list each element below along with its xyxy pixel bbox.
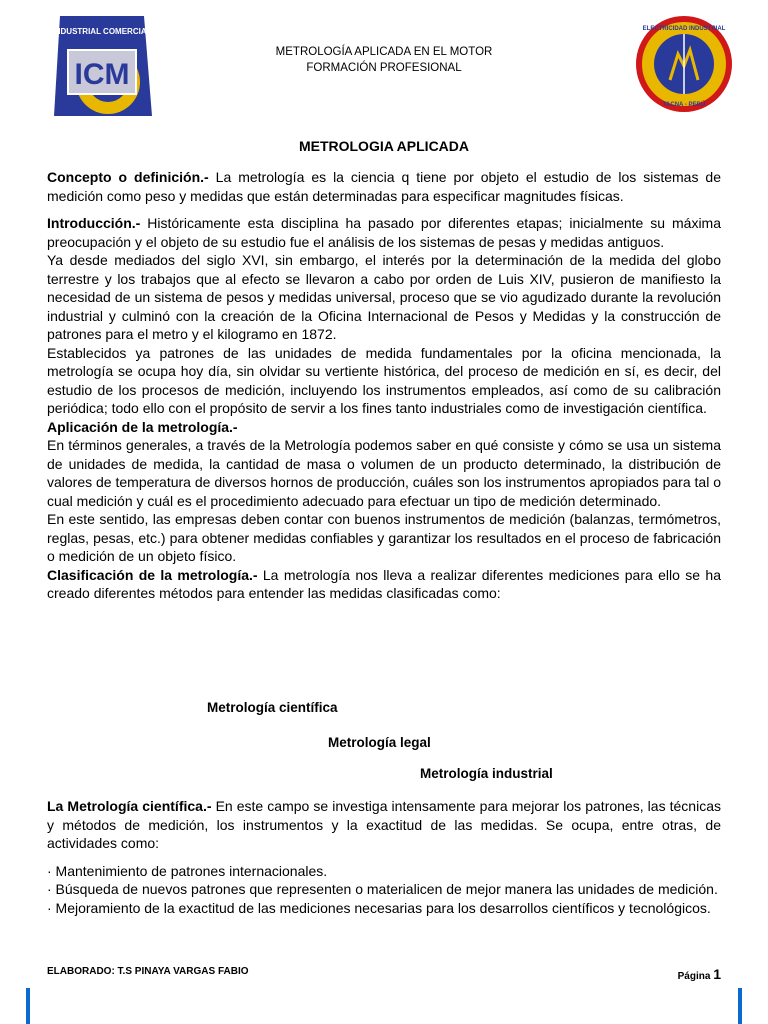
concepto-text: La metrología es la ciencia q tiene por objeto el estudio de los sistemas de medición como peso y medidas que están determinadas para especificar magnitudes físicas. bbox=[47, 169, 721, 204]
list-item: · Búsqueda de nuevos patrones que representen o materialicen de mejor manera las unidades de medición. bbox=[47, 881, 718, 897]
page-number: 1 bbox=[713, 966, 721, 982]
cientifica-text: En este campo se investiga intensamente para mejorar los patrones, las técnicas y métodos de medición, los instrumentos y la exactitud de las medidas. Se ocupa, entre otras, de actividades como: bbox=[47, 798, 721, 851]
paragraph-aplicacion: En términos generales, a través de la Metrología podemos saber en qué consiste y cómo se usa un sistema de unidades de medida, la cantidad de masa o volumen de un producto determinado, la distribución de valores de temperatura de diversos hornos de producción, cuáles son los instrumentos apropiados para tal o cual medición y cuál es el procedimiento adecuado para efectuar un tipo de medición determinado. bbox=[47, 437, 721, 509]
clasificacion-text: La metrología nos lleva a realizar diferentes mediciones para ello se ha creado diferentes métodos para entender las medidas clasificadas como: bbox=[47, 566, 721, 601]
paragraph-patrones: Establecidos ya patrones de las unidades de medida fundamentales por la oficina mencionada, la metrología se ocupa hoy día, sin olvidar su vertiente histórica, del proceso de medición en sí, es decir, del estudio de los procesos de medición, incluyendo los instrumentos empleados, así como de su calibración periódica; todo ello con el propósito de servir a los fines tanto industriales como de investigación científica. bbox=[47, 344, 721, 416]
introduccion-text: Históricamente esta disciplina ha pasado por diferentes etapas; inicialmente su máxima preocupación y el objeto de su estudio fue el análisis de los sistemas de pesas y medidas antiguos. bbox=[47, 215, 721, 250]
header-line-2: FORMACIÓN PROFESIONAL bbox=[306, 62, 462, 74]
body-upper bbox=[47, 168, 721, 603]
page-header bbox=[200, 44, 568, 76]
border-bar-right bbox=[738, 988, 742, 1024]
body-lower bbox=[47, 797, 721, 917]
logo-letters: ICM bbox=[74, 58, 130, 91]
page-label: Página bbox=[677, 971, 711, 982]
school-logo-left bbox=[46, 10, 158, 122]
document-title: METROLOGIA APLICADA bbox=[298, 138, 470, 154]
school-logo-right bbox=[634, 14, 734, 114]
class-item-cientifica: Metrología científica bbox=[207, 700, 338, 715]
paragraph-cientifica bbox=[47, 797, 721, 853]
logo-caption-bottom: TACNA - PERÚ bbox=[662, 102, 706, 108]
footer-page bbox=[678, 966, 721, 982]
list-item: · Mantenimiento de patrones internacionales. bbox=[47, 862, 328, 879]
logo-caption-top: ELECTRICIDAD INDUSTRIAL bbox=[642, 26, 726, 32]
paragraph-historia: Ya desde mediados del siglo XVI, sin embargo, el interés por la determinación de la medida del globo terrestre y los trabajos que al efecto se llevaron a cabo por orden de Luis XIV, pusieron de manifiesto la necesidad de un sistema de pesos y medidas universal, proceso que se vio agudizado durante la revolución industrial y culminó con la creación de la Oficina Internacional de Pesos y Medidas y la construcción de patrones para el metro y el kilogramo en 1872. bbox=[47, 252, 721, 342]
border-bar-left bbox=[26, 988, 30, 1024]
logo-caption: INDUSTRIAL COMERCIAL bbox=[52, 27, 152, 36]
paragraph-concepto bbox=[47, 168, 721, 205]
footer-author: ELABORADO: T.S PINAYA VARGAS FABIO bbox=[47, 966, 249, 977]
concepto-label: Concepto o definición.- bbox=[47, 169, 209, 185]
class-item-legal: Metrología legal bbox=[328, 735, 431, 750]
paragraph-introduccion bbox=[47, 214, 721, 251]
paragraph-empresas: En este sentido, las empresas deben contar con buenos instrumentos de medición (balanzas, termómetros, reglas, pesas, etc.) para obtener medidas confiables y garantizar los resultados en el proceso de fabricación o medición de un objeto físico. bbox=[47, 511, 721, 564]
cientifica-label: La Metrología científica.- bbox=[47, 798, 212, 814]
introduccion-label: Introducción.- bbox=[47, 215, 141, 231]
clasificacion-label: Clasificación de la metrología.- bbox=[47, 566, 258, 583]
header-line-1: METROLOGÍA APLICADA EN EL MOTOR bbox=[275, 46, 493, 58]
class-item-industrial: Metrología industrial bbox=[420, 766, 553, 781]
list-item: · Mejoramiento de la exactitud de las mediciones necesarias para los desarrollos científicos y tecnológicos. bbox=[47, 899, 711, 916]
paragraph-clasificacion bbox=[47, 566, 721, 603]
heading-aplicacion: Aplicación de la metrología.- bbox=[47, 418, 238, 435]
